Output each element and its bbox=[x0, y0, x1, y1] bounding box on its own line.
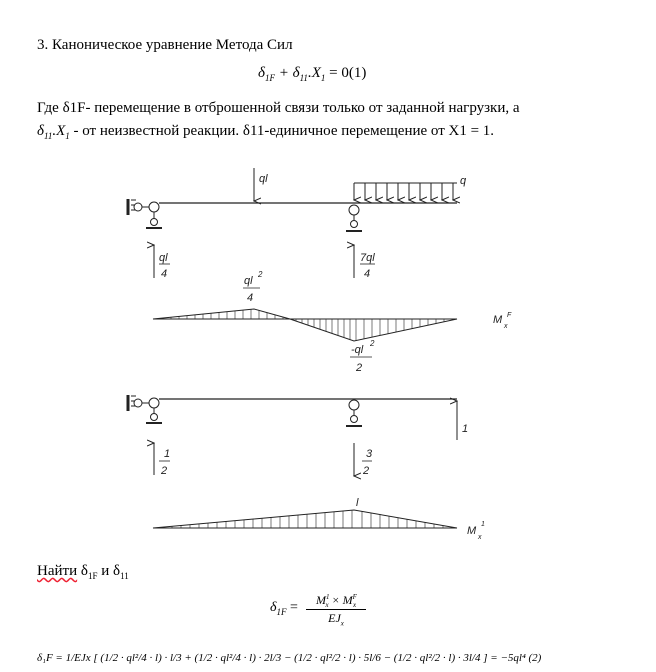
moment2-peak-label: l bbox=[356, 497, 359, 509]
canonical-equation: $\delta_{1F} + \delta_{11}.X_1 = 0(1)$ bbox=[258, 65, 367, 83]
formula-delta-1f: $\delta_{1F}$ = bbox=[270, 600, 298, 617]
moment-label-f-sup: F bbox=[507, 312, 512, 319]
find-line: Найти $\delta_{1F}$ и $\delta_{11}$ bbox=[37, 563, 129, 581]
moment-label-f-sub: x bbox=[504, 323, 508, 330]
beam-1 bbox=[128, 168, 457, 278]
reaction2-left-num: 1 bbox=[164, 448, 171, 460]
formula-numerator: $M^1_x \times M^F_x$ bbox=[306, 593, 366, 610]
formula-denominator: $EJ_x$ bbox=[328, 611, 344, 628]
moment-neg-den: 2 bbox=[356, 362, 363, 374]
moment-label-1-sub: x bbox=[478, 534, 482, 541]
reaction2-mid-num: 3 bbox=[366, 448, 373, 460]
moment-label-1: M bbox=[467, 525, 477, 537]
moment-diagram-unit bbox=[153, 510, 457, 528]
moment-label-1-sup: 1 bbox=[481, 521, 485, 528]
paragraph-line-1: Где δ1F- перемещение в отброшенной связи только от заданной нагрузки, а bbox=[37, 100, 520, 116]
unit-force-label: 1 bbox=[462, 423, 469, 435]
reaction2-mid-den: 2 bbox=[363, 465, 370, 477]
moment-pos-num: ql bbox=[244, 275, 253, 287]
moment-diagram-f bbox=[153, 288, 457, 357]
reaction-mid-num: 7ql bbox=[360, 252, 375, 264]
reaction-left-den: 4 bbox=[161, 268, 168, 280]
reaction-left-num: ql bbox=[159, 252, 168, 264]
moment-neg-sup: 2 bbox=[370, 339, 375, 348]
paragraph-line-2: $\delta_{11}.X_1$ - от неизвестной реакции. δ11-единичное перемещение от X1 = 1. bbox=[37, 123, 495, 141]
formula-delta-1f-expanded: δ₁F = 1/EJx [ (1/2 · ql²/4 · l) · l/3 + (1/2 · ql²/4 · l) · 2l/3 − (1/2 · ql²/2 · l) · 5l/6 − (1/2 · ql²/2 · l) · 3l/4 ] = −5ql⁴ (2) bbox=[37, 652, 542, 664]
beam-2 bbox=[128, 395, 457, 476]
distributed-load-arrows bbox=[354, 183, 453, 200]
reaction-mid-den: 4 bbox=[364, 268, 371, 280]
reaction2-left-den: 2 bbox=[161, 465, 168, 477]
moment-pos-den: 4 bbox=[247, 292, 254, 304]
moment-neg-num: -ql bbox=[351, 344, 364, 356]
section-title: 3. Каноническое уравнение Метода Сил bbox=[37, 37, 293, 53]
dist-load-label: q bbox=[460, 175, 467, 187]
moment-label-f: M bbox=[493, 314, 503, 326]
point-load-label: ql bbox=[259, 173, 268, 185]
moment-pos-sup: 2 bbox=[258, 270, 263, 279]
